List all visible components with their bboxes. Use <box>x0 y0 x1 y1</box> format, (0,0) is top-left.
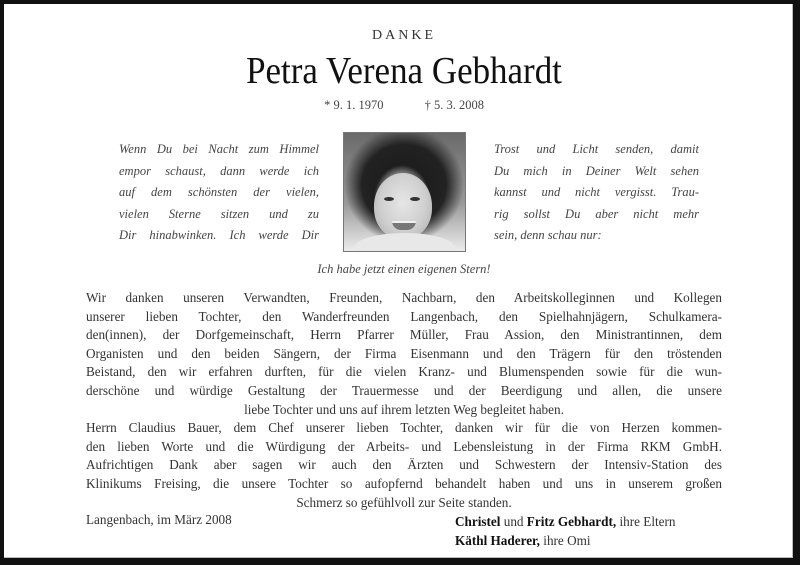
life-dates <box>4 98 800 113</box>
signature-connector: und <box>500 514 527 529</box>
thanks-line: Schmerz so gefühlvoll zur Seite standen. <box>296 494 512 510</box>
thanks-line: unserer lieben Tochter, den Wanderfreunden Langenbach, den Spielhahnjägern, Schulkamera- <box>86 308 722 324</box>
poem-line: vielen Sterne sitzen und zu <box>119 206 319 221</box>
poem-line: empor schaust, dann werde ich <box>119 163 319 178</box>
thanks-line: liebe Tochter und uns auf ihrem letzten Weg begleitet haben. <box>244 401 564 417</box>
signature-grandmother <box>455 531 676 550</box>
thanks-line: Herrn Claudius Bauer, dem Chef unserer lieben Tochter, danken wir für die von Herzen kommen- <box>86 420 722 436</box>
signature-parents <box>455 512 676 531</box>
poem-line: Trost und Licht senden, damit <box>494 142 699 156</box>
thanks-line: Beistand, den wir erfahren durften, für die vielen Kranz- und Blumenspenden sowie für die wun- <box>86 364 722 380</box>
poem-line: auf dem schönsten der vielen, <box>119 185 319 199</box>
thanks-body <box>86 289 722 512</box>
thanks-line: den lieben Worte und die Würdigung der Arbeits- und Lebensleistung in der Firma RKM GmbH. <box>86 438 722 454</box>
poem-closing-line: Ich habe jetzt einen eigenen Stern! <box>317 262 491 276</box>
death-date: † 5. 3. 2008 <box>424 98 484 112</box>
place-date: Langenbach, im März 2008 <box>86 512 232 527</box>
thanks-line: Organisten und den beiden Sängern, der Firma Eisenmann und den Trägern für den tröstenden <box>86 345 722 361</box>
thanks-line: Wir danken unseren Verwandten, Freunden, Nachbarn, den Arbeitskolleginnen und Kollegen <box>86 290 722 305</box>
signatures <box>455 512 676 550</box>
signature-role: ihre Eltern <box>616 514 676 529</box>
poem-right-column <box>494 139 699 247</box>
photo-face <box>374 173 432 239</box>
poem-line-last: sein, denn schau nur: <box>494 228 602 242</box>
thanks-line: Aufrichtigen Dank aber sagen wir auch den Ärzten und Schwestern der Intensiv-Station des <box>86 457 722 473</box>
signature-role: ihre Omi <box>539 533 591 548</box>
birth-date: * 9. 1. 1970 <box>324 98 384 112</box>
notice-kicker: DANKE <box>372 28 436 43</box>
signature-name: Fritz Gebhardt, <box>526 514 617 529</box>
poem-line: Dir hinabwinken. Ich werde Dir <box>119 228 319 242</box>
photo-smile <box>392 221 416 230</box>
signature-name: Christel <box>455 514 501 529</box>
photo-eye-left <box>384 197 394 201</box>
portrait-photo <box>343 132 466 252</box>
poem-line: Du mich in Deiner Welt sehen <box>494 163 699 178</box>
poem-line: rig sollst Du aber nicht mehr <box>494 206 699 221</box>
thanks-line: den(innen), der Dorfgemeinschaft, Herrn Pfarrer Müller, Frau Assion, den Ministrantinnen, dem <box>86 327 722 343</box>
poem-line: kannst und nicht vergisst. Trau- <box>494 185 699 199</box>
signature-name: Käthl Haderer, <box>455 533 540 548</box>
thanks-line: derschöne und würdige Gestaltung der Trauermesse und der Beerdigung und allen, die unsere <box>86 382 722 398</box>
poem-line: Wenn Du bei Nacht zum Himmel <box>119 142 319 156</box>
deceased-name: Petra Verena Gebhardt <box>246 50 562 92</box>
photo-shoulders <box>354 233 455 252</box>
photo-eye-right <box>410 197 420 201</box>
poem-left-column <box>119 139 319 247</box>
thanks-line: Klinikums Freising, die unsere Tochter so aufopfernd behandelt haben und uns in unserem großen <box>86 475 722 491</box>
